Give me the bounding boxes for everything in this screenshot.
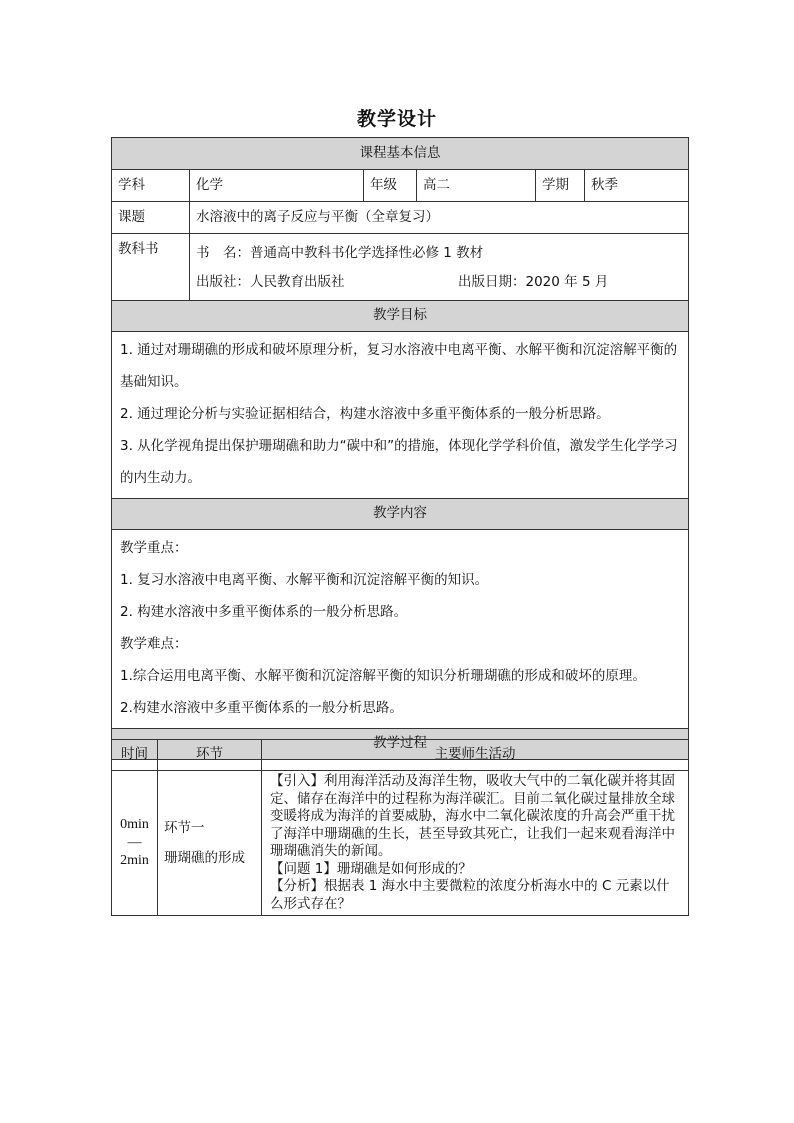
difficulty-label: 教学难点： (120, 636, 188, 652)
content-body (112, 530, 689, 729)
basic-info-header: 课程基本信息 (112, 138, 689, 170)
col-stage: 环节 (158, 740, 262, 771)
publish-date: 出版日期：2020 年 5 月 (458, 274, 609, 290)
time-start: 0min (120, 816, 149, 832)
topic-value: 水溶液中的离子反应与平衡（全章复习） (190, 202, 689, 234)
goal-item: 1. 通过对珊瑚礁的形成和破坏原理分析，复习水溶液中电离平衡、水解平衡和沉淀溶解平衡的基础知识。 (120, 342, 678, 390)
key-point-item: 1. 复习水溶液中电离平衡、水解平衡和沉淀溶解平衡的知识。 (120, 572, 489, 588)
section-goals (112, 301, 689, 332)
stage-number: 环节一 (164, 820, 205, 837)
goals-list (112, 332, 689, 499)
process-header: 教学过程 (112, 729, 689, 760)
activity-item: 【分析】根据表 1 海水中主要微粒的浓度分析海水中的 C 元素以什么形式存在？ (270, 878, 670, 912)
subject-row (112, 170, 689, 202)
time-dash: — (127, 835, 142, 851)
publisher-date-line (196, 268, 682, 296)
textbook-info (190, 234, 689, 301)
stage-cell (158, 771, 262, 916)
difficulty-item: 1.综合运用电离平衡、水解平衡和沉淀溶解平衡的知识分析珊瑚礁的形成和破坏的原理。 (120, 668, 646, 684)
goal-item: 2. 通过理论分析与实验证据相结合，构建水溶液中多重平衡体系的一般分析思路。 (120, 406, 610, 422)
term-value: 秋季 (585, 170, 689, 202)
goals-row (112, 332, 689, 499)
lesson-plan-table-body (111, 137, 689, 760)
grade-value: 高二 (417, 170, 536, 202)
term-label: 学期 (536, 170, 585, 202)
section-content (112, 499, 689, 530)
time-end: 2min (120, 853, 149, 869)
activity-item: 【引入】利用海洋活动及海洋生物，吸收大气中的二氧化碳并将其固定、储存在海洋中的过程称为海洋碳汇。目前二氧化碳过量排放全球变暖将成为海洋的首要威胁，海水中二氧化碳浓度的升高会严重干扰了海洋中珊瑚礁的生长，甚至导致其死亡，让我们一起来观看海洋中珊瑚礁消失的新闻。 (270, 773, 675, 860)
subject-label: 学科 (112, 170, 190, 202)
goals-header-text: 教学目标 (112, 301, 689, 332)
key-points-label: 教学重点： (120, 540, 188, 556)
publisher: 出版社：人民教育出版社 (196, 274, 345, 290)
grade-label: 年级 (364, 170, 417, 202)
content-row (112, 530, 689, 729)
activity-cell (262, 771, 689, 916)
book-name: 书 名：普通高中教科书化学选择性必修 1 教材 (196, 245, 484, 261)
topic-label: 课题 (112, 202, 190, 234)
topic-row (112, 202, 689, 234)
activity-item: 【问题 1】珊瑚礁是如何形成的？ (270, 860, 472, 877)
col-activity: 主要师生活动 (262, 740, 689, 771)
textbook-label: 教科书 (112, 234, 190, 301)
process-table (111, 739, 689, 916)
time-cell (112, 771, 158, 916)
goal-item: 3. 从化学视角提出保护珊瑚礁和助力“碳中和”的措施，体现化学学科价值，激发学生化学学习的内生动力。 (120, 438, 678, 486)
col-time: 时间 (112, 740, 158, 771)
subject-value: 化学 (190, 170, 364, 202)
section-basic-info-row (112, 138, 689, 170)
content-header: 教学内容 (112, 499, 689, 530)
key-point-item: 2. 构建水溶液中多重平衡体系的一般分析思路。 (120, 604, 408, 620)
stage-name: 珊瑚礁的形成 (164, 850, 245, 867)
process-column-headers (112, 740, 689, 771)
page-title: 教学设计 (356, 108, 437, 130)
process-row (112, 771, 689, 916)
difficulty-item: 2.构建水溶液中多重平衡体系的一般分析思路。 (120, 700, 403, 716)
textbook-row (112, 234, 689, 301)
